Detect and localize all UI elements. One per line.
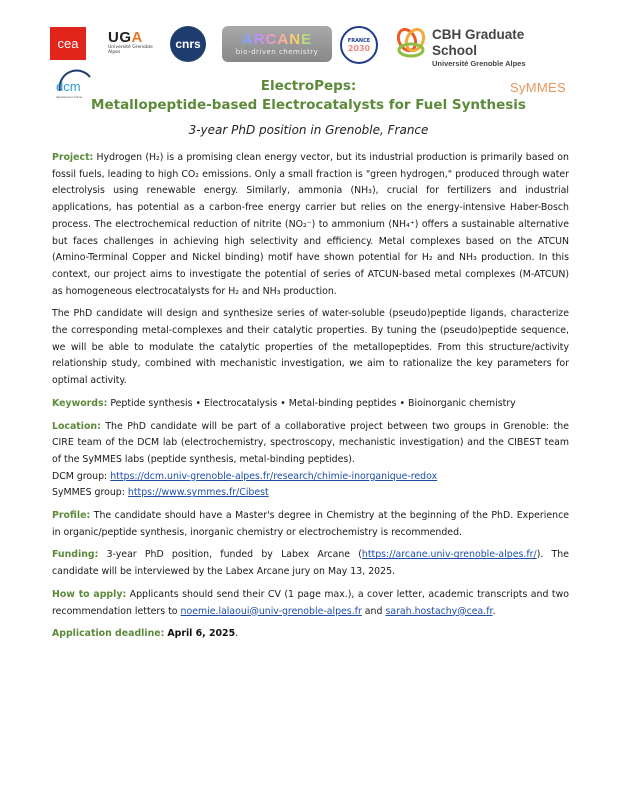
arcane-logo-sub: bio-driven chemistry	[235, 48, 319, 56]
symmes-group-line	[52, 485, 569, 502]
email-link-hostachy[interactable]: sarah.hostachy@cea.fr	[385, 605, 493, 617]
svg-text:département chimie: département chimie	[56, 95, 83, 99]
svg-text:dcm: dcm	[56, 79, 81, 94]
apply-section	[52, 587, 569, 620]
page-subtitle: 3-year PhD position in Grenoble, France	[188, 123, 429, 137]
arcane-logo-text: ARCANE	[241, 31, 313, 48]
deadline-section	[52, 626, 569, 643]
apply-and: and	[361, 605, 386, 617]
dcm-group-line	[52, 469, 569, 486]
cnrs-logo	[170, 26, 206, 62]
location-label: Location:	[52, 420, 101, 432]
partner-logos	[50, 24, 570, 68]
cbh-rings-icon	[394, 26, 428, 60]
cea-logo	[50, 27, 86, 60]
france2030-logo	[340, 26, 378, 64]
cnrs-logo-text: cnrs	[175, 37, 201, 51]
france2030-top: FRANCE	[347, 37, 371, 44]
page-title	[0, 77, 617, 115]
candidate-section: The PhD candidate will design and synthesize series of water-soluble (pseudo)peptide ligands, characterize the corresponding metal-complexes and their catalytic properties. By tuning the (pseudo)peptide sequence, we will be able to modulate the catalytic properties of the metallopeptides. From this structure/activity relationship study, combined with mechanistic investigation, we aim to rationalize the key parameters for optimal activity.	[52, 308, 569, 387]
arcane-logo	[222, 26, 332, 62]
funding-text: 3-year PhD position, funded by Labex Arcane (	[98, 549, 362, 561]
cbh-logo	[432, 27, 570, 68]
funding-label: Funding:	[52, 549, 99, 561]
title-line-1: ElectroPeps:	[260, 78, 357, 94]
uga-logo	[108, 30, 158, 60]
title-line-2: Metallopeptide-based Electrocatalysts for Fuel Synthesis	[91, 97, 526, 113]
cea-logo-text: cea	[57, 36, 79, 51]
deadline-end: .	[235, 628, 239, 640]
document-body	[52, 150, 569, 649]
dcm-group-link[interactable]: https://dcm.univ-grenoble-alpes.fr/research/chimie-inorganique-redox	[110, 470, 438, 482]
apply-label: How to apply:	[52, 588, 127, 600]
funding-text-after: ). The candidate will be interviewed by the Labex Arcane jury on May 13, 2025.	[52, 549, 569, 578]
symmes-logo-text: SyMMES	[510, 80, 566, 95]
keywords-section	[52, 396, 569, 413]
profile-section	[52, 508, 569, 541]
cbh-sub: Université Grenoble Alpes	[432, 59, 526, 68]
apply-end: .	[492, 605, 496, 617]
keywords-label: Keywords:	[52, 397, 108, 409]
uga-logo-text: UGA	[108, 29, 143, 46]
uga-logo-sub: Université Grenoble Alpes	[108, 45, 153, 55]
email-link-lalaoui[interactable]: noemie.lalaoui@univ-grenoble-alpes.fr	[180, 605, 362, 617]
cbh-title: CBH Graduate School	[432, 27, 525, 58]
location-section	[52, 419, 569, 469]
keywords-text: Peptide synthesis • Electrocatalysis • Metal-binding peptides • Bioinorganic chemistry	[107, 397, 516, 409]
project-section	[52, 150, 569, 300]
symmes-group-link[interactable]: https://www.symmes.fr/Cibest	[127, 487, 269, 499]
deadline-value: April 6, 2025	[167, 628, 236, 640]
deadline-label: Application deadline:	[52, 628, 165, 640]
arcane-link[interactable]: https://arcane.univ-grenoble-alpes.fr/	[361, 549, 537, 561]
location-text: The PhD candidate will be part of a collaborative project between two groups in Grenoble: the CIRE team of the DCM lab (electrochemistry, spectroscopy, mechanistic investigation) and the CIBEST team of the SyMMES labs (peptide synthesis, metal-binding peptides).	[52, 420, 569, 465]
project-text: Hydrogen (H₂) is a promising clean energy vector, but its industrial production is primarily based on fossil fuels, leading to high CO₂ emissions. Only a small fraction is "green hydrogen," produced through water electrolysis using renewable energy. Similarly, ammonia (NH₃), crucial for fertilizers and industrial applications, has potential as a carbon-free energy carrier but relies on the energy-intensive Haber-Bosch process. The electrochemical reduction of nitrite (NO₂⁻) to ammonium (NH₄⁺) offers a sustainable alternative but faces challenges in achieving high selectivity and efficiency. Metal complexes based on the ATCUN (Amino-Terminal Copper and Nickel binding) motif have shown potential for H₂ and NH₃ production. In this context, our project aims to investigate the potential of series of ATCUN-based metal complexes (M-ATCUN) as homogeneous electrocatalysts for H₂ and NH₃ production.	[52, 152, 569, 297]
dcm-group-label: DCM group:	[52, 470, 111, 482]
symmes-group-label: SyMMES group:	[52, 487, 128, 499]
apply-text: Applicants should send their CV (1 page max.), a cover letter, academic transcripts and two recommendation letters to	[52, 588, 569, 617]
france2030-year: 2030	[347, 43, 371, 53]
project-label: Project:	[52, 152, 94, 163]
profile-text: The candidate should have a Master's degree in Chemistry at the beginning of the PhD. Experience in organic/peptide synthesis, inorganic chemistry or electrochemistry is recommended.	[52, 510, 569, 538]
profile-label: Profile:	[52, 510, 91, 522]
funding-section	[52, 547, 569, 580]
